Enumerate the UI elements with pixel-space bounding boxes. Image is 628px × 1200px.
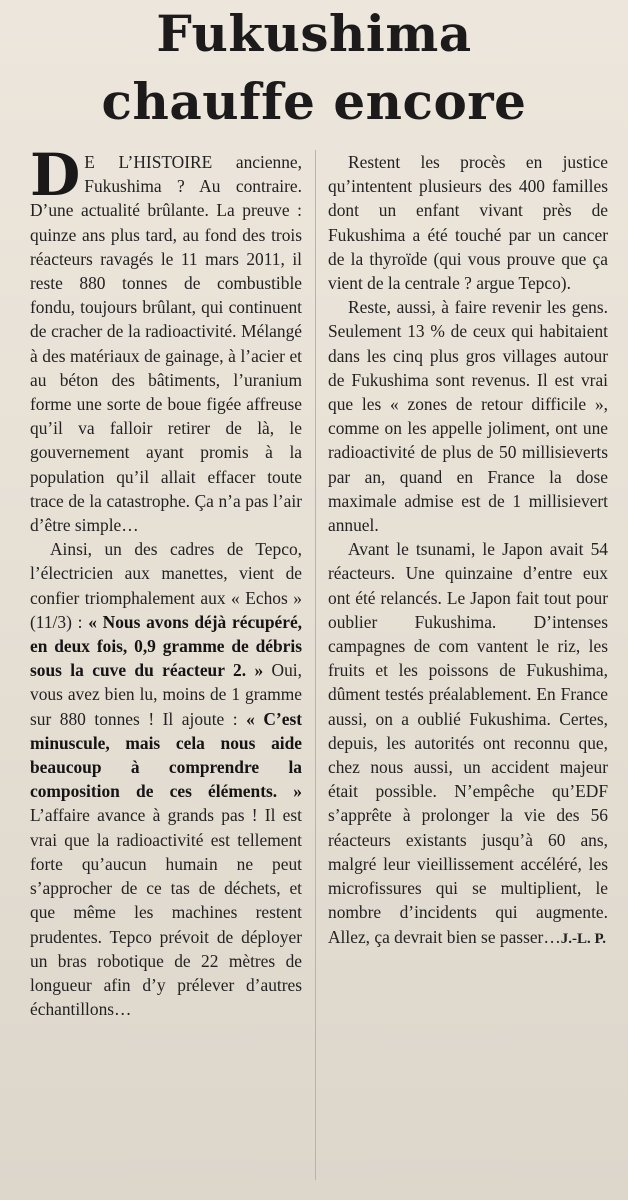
headline-line-2: chauffe encore xyxy=(101,72,527,131)
paragraph-tepco-text-a: Ainsi, un des cadres de Tepco, l’électricien aux manettes, vient de confier triomphalement aux « Echos » (11/3) : xyxy=(30,539,302,632)
column-divider xyxy=(315,150,316,1180)
paragraph-proces: Restent les procès en justice qu’intentent plusieurs des 400 familles dont un enfant vivant près de Fukushima a été touché par un cancer de la thyroïde (qui vous prouve que ça vient de la centrale ? argue Tepco). xyxy=(328,152,608,294)
intro-text: E L’HISTOIRE ancienne, Fukushima ? Au contraire. D’une actualité brûlante. La preuve : quinze ans plus tard, au fond des trois réacteurs ravagés le 11 mars 2011, il reste 880 tonnes de combustible fondu, toujours brûlant, qui continuent de cracher de la radioactivité. Mélangé à des matériaux de gainage, à l’acier et au béton des bâtiments, l’uranium forme une sorte de boue figée affreuse qu’il va falloir retirer de là, le gouvernement ayant promis à la population qu’il allait effacer toute trace de la catastrophe. Ça n’a pas l’air d’être simple… xyxy=(30,152,302,536)
quote-debris: « Nous avons déjà récupéré, en deux fois, 0,9 gramme de débris sous la cuve du réacteur 2. » xyxy=(30,611,303,681)
article-column-right xyxy=(328,150,608,951)
drop-cap: D xyxy=(30,141,81,209)
headline-line-1: Fukushima xyxy=(156,4,472,63)
paragraph-tepco-text-b: Oui, vous avez bien lu, moins de 1 gramme sur 880 tonnes ! Il ajoute : xyxy=(30,660,302,729)
paragraph-retour: Reste, aussi, à faire revenir les gens. Seulement 13 % de ceux qui habitaient dans les cinq plus gros villages autour de Fukushima sont revenus. Il est vrai que les « zones de retour difficile », comme on les appelle joliment, ont une radioactivité de plus de 50 millisieverts par an, quand en France la dose maximale admise est de 1 millisievert annuel. xyxy=(328,297,608,536)
paragraph-tepco-text-c: L’affaire avance à grands pas ! Il est vrai que la radioactivité est tellement forte qu’aucun humain ne peut s’approcher de ce tas de déchets, et que même les machines restent prudentes. Tepco prévoit de déployer un bras robotique de 22 mètres de longueur afin d’y prélever d’autres échantillons… xyxy=(30,805,302,1020)
author-signature: J.-L. P. xyxy=(560,930,606,947)
quote-minuscule: « C’est minuscule, mais cela nous aide beaucoup à comprendre la composition de ces éléments. » xyxy=(30,708,303,802)
paragraph-reacteurs: Avant le tsunami, le Japon avait 54 réacteurs. Une quinzaine d’entre eux ont été relancés. Le Japon fait tout pour oublier Fukushima. D’intenses campagnes de com vantent le riz, les fruits et les poissons de Fukushima, dûment testés préalablement. En France aussi, on a oublié Fukushima. Certes, depuis, les autorités ont reconnu que, chez nous aussi, un accident majeur était possible. N’empêche qu’EDF s’apprête à prolonger la vie des 56 réacteurs existants jusqu’à 60 ans, malgré leur vieillissement accéléré, les microfissures qui se multiplient, le nombre d’incidents qui augmente. Allez, ça devrait bien se passer… xyxy=(328,539,608,947)
paragraph-tepco xyxy=(30,537,302,1021)
paragraph-intro xyxy=(30,141,302,537)
article-column-left xyxy=(30,141,303,1021)
